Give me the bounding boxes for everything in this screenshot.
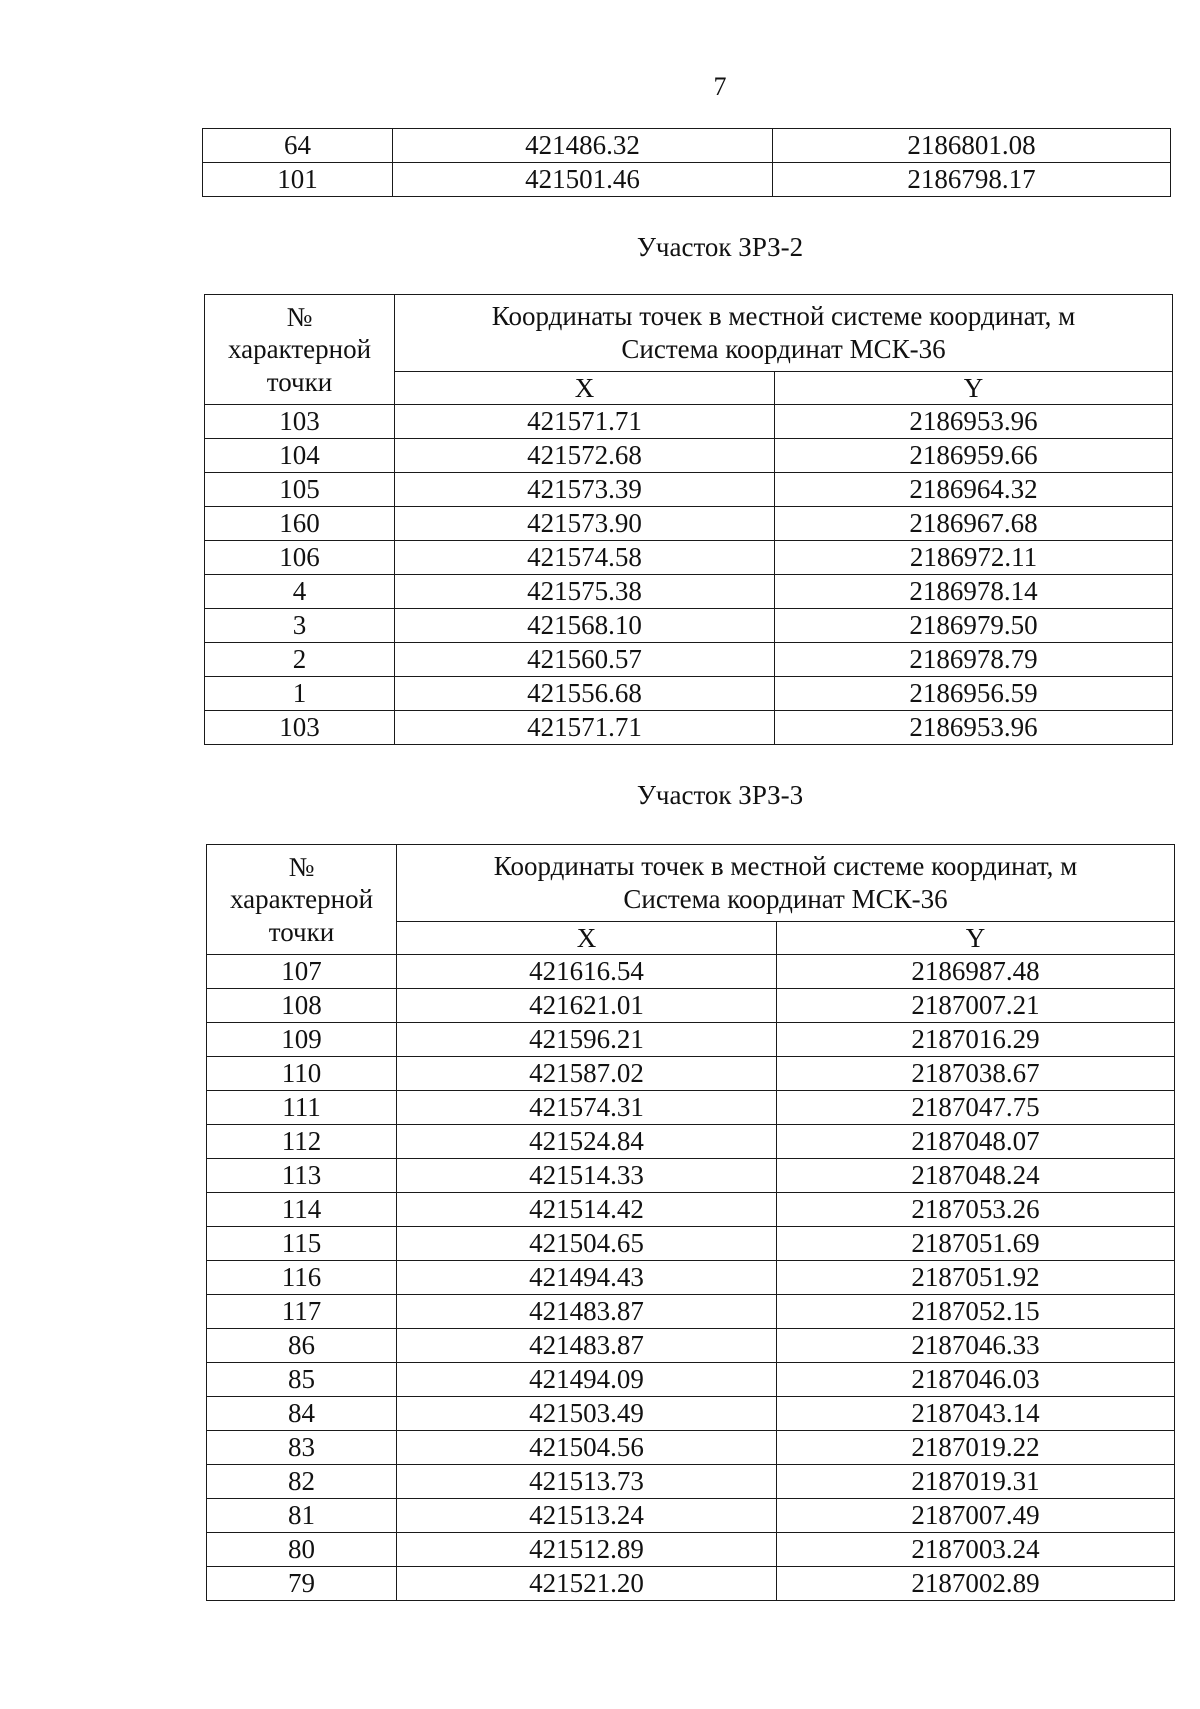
y-coordinate-cell: 2187047.75: [777, 1091, 1175, 1125]
point-number-cell: 81: [207, 1499, 397, 1533]
point-number-cell: 85: [207, 1363, 397, 1397]
x-coordinate-cell: 421521.20: [397, 1567, 777, 1601]
table-row: [203, 129, 1171, 163]
x-coordinate-cell: 421513.24: [397, 1499, 777, 1533]
x-coordinate-cell: 421560.57: [395, 643, 775, 677]
point-number-cell: 1: [205, 677, 395, 711]
y-coordinate-cell: 2186953.96: [775, 405, 1173, 439]
table-row: [205, 711, 1173, 745]
point-number-cell: 115: [207, 1227, 397, 1261]
table-header: [207, 845, 1175, 955]
table-row: [205, 439, 1173, 473]
table-row: [207, 1465, 1175, 1499]
x-coordinate-cell: 421587.02: [397, 1057, 777, 1091]
y-coordinate-cell: 2186972.11: [775, 541, 1173, 575]
point-number-cell: 112: [207, 1125, 397, 1159]
point-number-cell: 105: [205, 473, 395, 507]
y-coordinate-cell: 2187053.26: [777, 1193, 1175, 1227]
table-row: [207, 1533, 1175, 1567]
point-number-cell: 3: [205, 609, 395, 643]
y-coordinate-cell: 2187051.69: [777, 1227, 1175, 1261]
y-coordinate-cell: 2186978.14: [775, 575, 1173, 609]
point-number-cell: 83: [207, 1431, 397, 1465]
x-coordinate-cell: 421573.90: [395, 507, 775, 541]
header-line: точки: [268, 916, 335, 947]
x-coordinate-cell: 421483.87: [397, 1329, 777, 1363]
table-row: [207, 1159, 1175, 1193]
x-coordinate-cell: 421572.68: [395, 439, 775, 473]
y-coordinate-cell: 2186959.66: [775, 439, 1173, 473]
y-coordinate-cell: 2187046.33: [777, 1329, 1175, 1363]
x-coordinate-cell: 421571.71: [395, 711, 775, 745]
point-number-cell: 103: [205, 711, 395, 745]
table-row: [207, 1023, 1175, 1057]
x-coordinate-cell: 421514.42: [397, 1193, 777, 1227]
y-coordinate-cell: 2187046.03: [777, 1363, 1175, 1397]
coordinates-table-zrz2: [204, 294, 1173, 745]
table-row: [205, 643, 1173, 677]
table-row: [207, 1499, 1175, 1533]
header-line: №: [288, 852, 315, 882]
x-coordinate-cell: 421575.38: [395, 575, 775, 609]
y-coordinate-cell: 2187007.21: [777, 989, 1175, 1023]
point-number-cell: 108: [207, 989, 397, 1023]
point-number-cell: 80: [207, 1533, 397, 1567]
point-number-cell: 113: [207, 1159, 397, 1193]
x-coordinate-cell: 421504.56: [397, 1431, 777, 1465]
point-number-cell: 160: [205, 507, 395, 541]
x-column-header: X: [397, 922, 777, 955]
point-number-cell: 103: [205, 405, 395, 439]
header-line: характерной: [229, 884, 374, 915]
y-coordinate-cell: 2187052.15: [777, 1295, 1175, 1329]
x-coordinate-cell: 421503.49: [397, 1397, 777, 1431]
point-number-cell: 107: [207, 955, 397, 989]
table-row: [205, 541, 1173, 575]
table-row: [207, 1227, 1175, 1261]
x-coordinate-cell: 421486.32: [393, 129, 773, 163]
point-number-header: [205, 295, 395, 405]
table-row: [207, 1057, 1175, 1091]
table-row: [205, 677, 1173, 711]
y-coordinate-cell: 2187051.92: [777, 1261, 1175, 1295]
x-coordinate-cell: 421514.33: [397, 1159, 777, 1193]
y-coordinate-cell: 2187016.29: [777, 1023, 1175, 1057]
y-coordinate-cell: 2187019.31: [777, 1465, 1175, 1499]
point-number-cell: 109: [207, 1023, 397, 1057]
table-row: [205, 507, 1173, 541]
x-coordinate-cell: 421494.43: [397, 1261, 777, 1295]
point-number-cell: 82: [207, 1465, 397, 1499]
table-row: [203, 163, 1171, 197]
table-row: [205, 405, 1173, 439]
table-header: [205, 295, 1173, 405]
header-line: точки: [266, 366, 333, 397]
point-number-cell: 114: [207, 1193, 397, 1227]
y-coordinate-cell: 2187002.89: [777, 1567, 1175, 1601]
table-row: [207, 1125, 1175, 1159]
point-number-cell: 111: [207, 1091, 397, 1125]
x-column-header: X: [395, 372, 775, 405]
table-row: [207, 1091, 1175, 1125]
x-coordinate-cell: 421574.31: [397, 1091, 777, 1125]
point-number-cell: 79: [207, 1567, 397, 1601]
point-number-header: [207, 845, 397, 955]
y-coordinate-cell: 2187019.22: [777, 1431, 1175, 1465]
point-number-cell: 4: [205, 575, 395, 609]
header-line: Координаты точек в местной системе координат, м: [491, 301, 1076, 332]
y-coordinate-cell: 2186798.17: [773, 163, 1171, 197]
y-coordinate-cell: 2186956.59: [775, 677, 1173, 711]
x-coordinate-cell: 421596.21: [397, 1023, 777, 1057]
table-row: [207, 1567, 1175, 1601]
y-column-header: Y: [777, 922, 1175, 955]
section-title-zrz3: Участок ЗРЗ-3: [636, 780, 804, 810]
header-line: характерной: [227, 334, 372, 365]
point-number-cell: 84: [207, 1397, 397, 1431]
coordinates-table-zrz3: [206, 844, 1175, 1601]
x-coordinate-cell: 421568.10: [395, 609, 775, 643]
table-row: [207, 1193, 1175, 1227]
x-coordinate-cell: 421573.39: [395, 473, 775, 507]
point-number-cell: 116: [207, 1261, 397, 1295]
y-coordinate-cell: 2187038.67: [777, 1057, 1175, 1091]
section-title-zrz2: Участок ЗРЗ-2: [636, 232, 804, 262]
coordinates-table-continued: [202, 128, 1171, 197]
table-row: [207, 1295, 1175, 1329]
table-row: [207, 1363, 1175, 1397]
y-coordinate-cell: 2186978.79: [775, 643, 1173, 677]
point-number-cell: 2: [205, 643, 395, 677]
y-coordinate-cell: 2187007.49: [777, 1499, 1175, 1533]
header-line: №: [286, 302, 313, 332]
table-row: [205, 609, 1173, 643]
point-number-cell: 117: [207, 1295, 397, 1329]
coordinates-header: [397, 845, 1175, 922]
y-coordinate-cell: 2187048.24: [777, 1159, 1175, 1193]
x-coordinate-cell: 421504.65: [397, 1227, 777, 1261]
x-coordinate-cell: 421556.68: [395, 677, 775, 711]
y-coordinate-cell: 2186964.32: [775, 473, 1173, 507]
table-body: [203, 129, 1171, 197]
header-line: Система координат МСК-36: [623, 884, 948, 914]
coordinates-header: [395, 295, 1173, 372]
x-coordinate-cell: 421621.01: [397, 989, 777, 1023]
y-coordinate-cell: 2186801.08: [773, 129, 1171, 163]
point-number-cell: 104: [205, 439, 395, 473]
y-coordinate-cell: 2186967.68: [775, 507, 1173, 541]
x-coordinate-cell: 421616.54: [397, 955, 777, 989]
table-row: [207, 989, 1175, 1023]
y-coordinate-cell: 2187048.07: [777, 1125, 1175, 1159]
table-row: [207, 1261, 1175, 1295]
x-coordinate-cell: 421512.89: [397, 1533, 777, 1567]
x-coordinate-cell: 421524.84: [397, 1125, 777, 1159]
table-row: [205, 473, 1173, 507]
x-coordinate-cell: 421483.87: [397, 1295, 777, 1329]
page-number: 7: [713, 72, 727, 101]
y-coordinate-cell: 2187003.24: [777, 1533, 1175, 1567]
x-coordinate-cell: 421494.09: [397, 1363, 777, 1397]
table-row: [205, 575, 1173, 609]
point-number-cell: 86: [207, 1329, 397, 1363]
x-coordinate-cell: 421501.46: [393, 163, 773, 197]
table-row: [207, 1329, 1175, 1363]
header-line: Система координат МСК-36: [621, 334, 946, 364]
point-number-cell: 101: [203, 163, 393, 197]
table-row: [207, 1397, 1175, 1431]
table-row: [207, 955, 1175, 989]
point-number-cell: 110: [207, 1057, 397, 1091]
y-coordinate-cell: 2186953.96: [775, 711, 1173, 745]
x-coordinate-cell: 421513.73: [397, 1465, 777, 1499]
table-row: [207, 1431, 1175, 1465]
point-number-cell: 64: [203, 129, 393, 163]
x-coordinate-cell: 421574.58: [395, 541, 775, 575]
x-coordinate-cell: 421571.71: [395, 405, 775, 439]
y-coordinate-cell: 2187043.14: [777, 1397, 1175, 1431]
point-number-cell: 106: [205, 541, 395, 575]
y-coordinate-cell: 2186987.48: [777, 955, 1175, 989]
y-coordinate-cell: 2186979.50: [775, 609, 1173, 643]
y-column-header: Y: [775, 372, 1173, 405]
table-body: [205, 405, 1173, 745]
header-line: Координаты точек в местной системе координат, м: [493, 851, 1078, 882]
table-body: [207, 955, 1175, 1601]
